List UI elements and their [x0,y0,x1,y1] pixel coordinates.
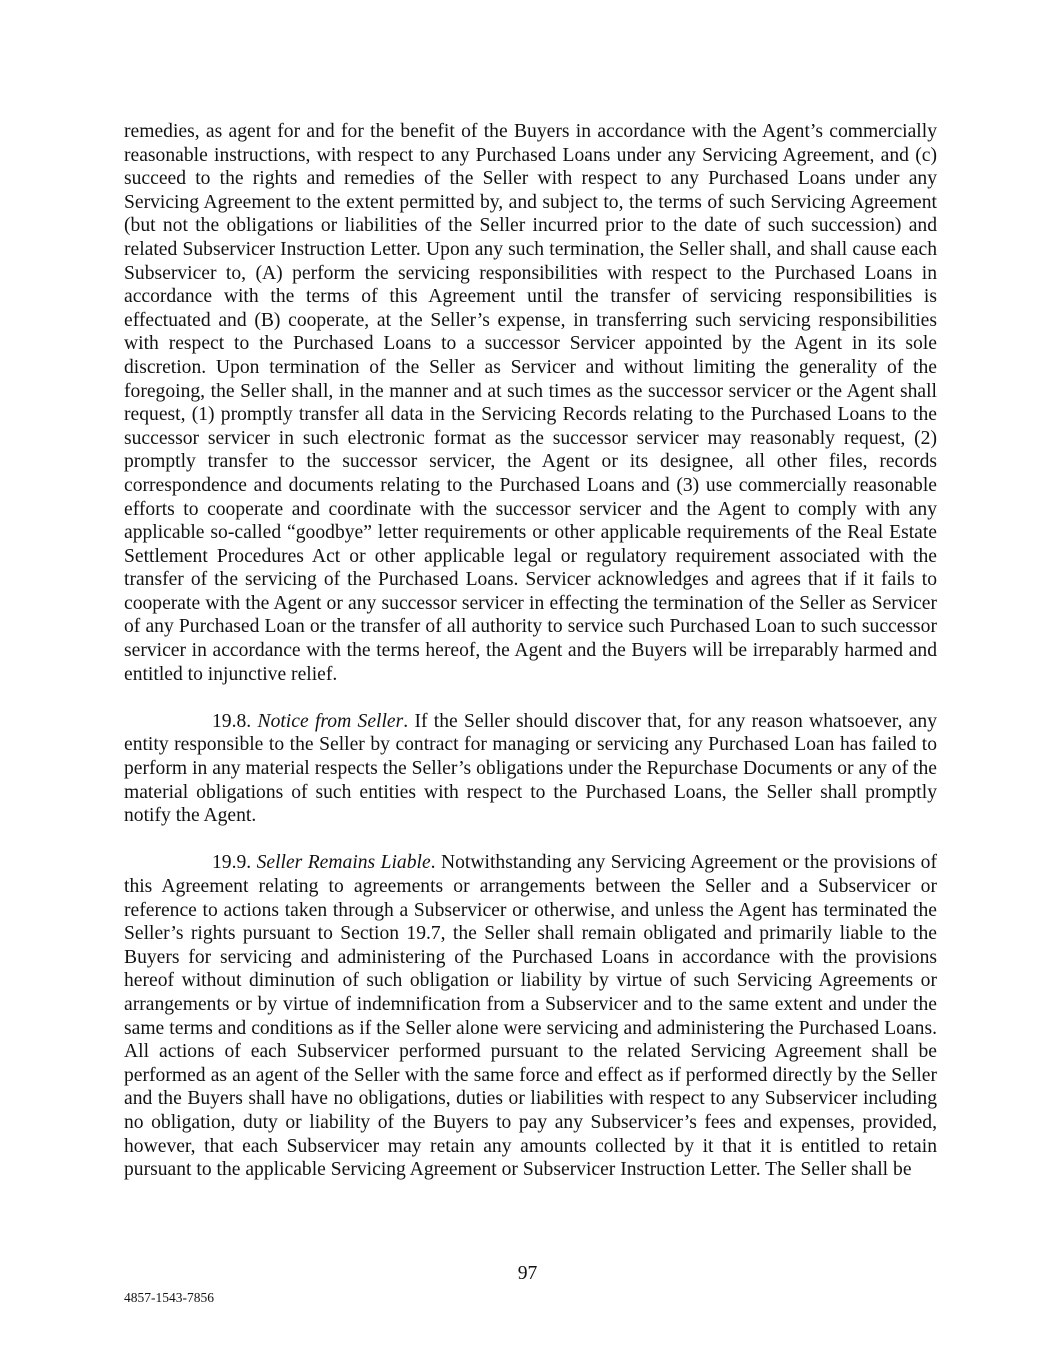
section-number: 19.8. [212,710,252,732]
paragraph-section-19-9 [124,851,937,1181]
paragraph-continuation [124,120,937,686]
section-title: Seller Remains Liable [256,852,431,874]
paragraph-section-19-8 [124,710,937,828]
page-number: 97 [517,1263,538,1284]
section-body-text: . Notwithstanding any Servicing Agreement or the provisions of this Agreement relating to agreements or arrangements between the Seller and a Subservicer or reference to actions taken through a Subservicer or otherwise, and unless the Agent has terminated the Seller’s rights pursuant to Section 19.7, the Seller shall remain obligated and primarily liable to the Buyers for servicing and administering of the Purchased Loans in accordance with the provisions hereof without diminution of such obligation or liability by virtue of such Servicing Agreements or arrangements or by virtue of indemnification from a Subservicer and to the same extent and under the same terms and conditions as if the Seller alone were servicing and administering the Purchased Loans. All actions of each Subservicer performed pursuant to the related Servicing Agreement shall be performed as an agent of the Seller with the same force and effect as if performed directly by the Seller and the Buyers shall have no obligations, duties or liabilities with respect to any Subservicer including no obligation, duty or liability of the Buyers to pay any Subservicer’s fees and expenses, provided, however, that each Subservicer may retain any amounts collected by it that it is entitled to retain pursuant to the applicable Servicing Agreement or Subservicer Instruction Letter. The Seller shall be [124,852,937,1181]
document-id-footer: 4857-1543-7856 [124,1290,214,1305]
section-body-text: . If the Seller should discover that, for any reason whatsoever, any entity responsible to the Seller by contract for managing or servicing any Purchased Loan has failed to perform in any material respects the Seller’s obligations under the Repurchase Documents or any of the material obligations of such entities with respect to the Purchased Loans, the Seller shall promptly notify the Agent. [124,710,937,827]
section-title: Notice from Seller [257,710,404,732]
paragraph-text: remedies, as agent for and for the benefit of the Buyers in accordance with the Agent’s commercially reasonable instructions, with respect to any Purchased Loans under any Servicing Agreement, and (c) succeed to the rights and remedies of the Seller with respect to any Purchased Loans under any Servicing Agreement to the extent permitted by, and subject to, the terms of such Servicing Agreement (but not the obligations or liabilities of the Seller incurred prior to the date of such succession) and related Subservicer Instruction Letter. Upon any such termination, the Seller shall, and shall cause each Subservicer to, (A) perform the servicing responsibilities with respect to the Purchased Loans in accordance with the terms of this Agreement until the transfer of servicing responsibilities is effectuated and (B) cooperate, at the Seller’s expense, in transferring such servicing responsibilities with respect to the Purchased Loans to a successor Servicer appointed by the Agent in its sole discretion. Upon termination of the Seller as Servicer and without limiting the generality of the foregoing, the Seller shall, in the manner and at such times as the successor servicer or the Agent shall request, (1) promptly transfer all data in the Servicing Records relating to the Purchased Loans to the successor servicer in such electronic format as the successor servicer may reasonably request, (2) promptly transfer to the successor servicer, the Agent or its designee, all other files, records correspondence and documents relating to the Purchased Loans and (3) use commercially reasonable efforts to cooperate and coordinate with the successor servicer and the Agent to comply with any applicable so-called “goodbye” letter requirements or other applicable requirements of the Real Estate Settlement Procedures Act or other applicable legal or regulatory requirement associated with the transfer of the servicing of the Purchased Loans. Servicer acknowledges and agrees that if it fails to cooperate with the Agent or any successor servicer in effecting the termination of the Seller as Servicer of any Purchased Loan or the transfer of all authority to service such Purchased Loan to such successor servicer in accordance with the terms hereof, the Agent and the Buyers will be irreparably harmed and entitled to injunctive relief. [124,121,937,685]
section-number: 19.9. [212,852,252,874]
document-body [124,120,937,1182]
